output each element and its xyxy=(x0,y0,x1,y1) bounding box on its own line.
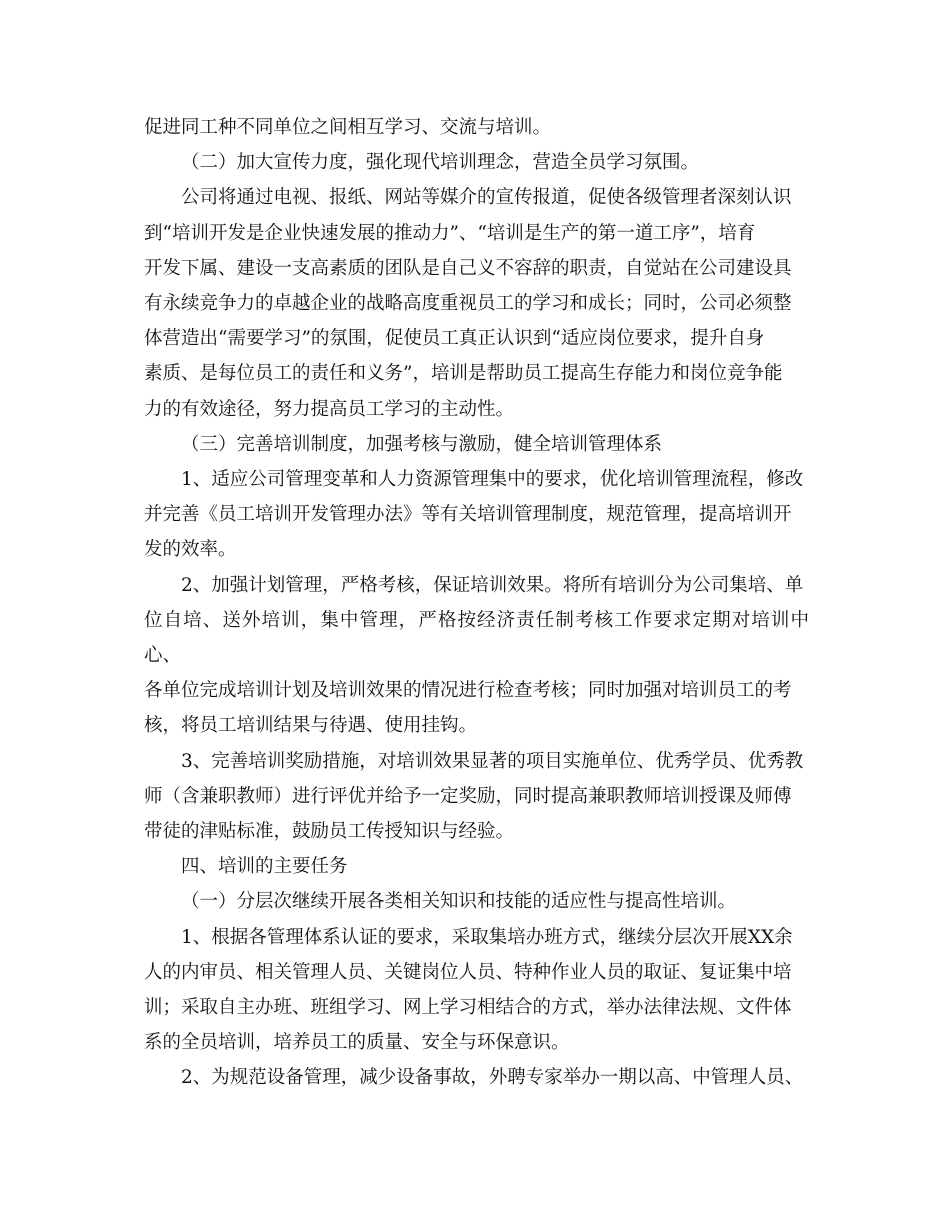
section-heading-3: （三）完善培训制度，加强考核与激励，健全培训管理体系 xyxy=(181,433,663,455)
paragraph-publicity: 公司将通过电视、报纸、网站等媒介的宣传报道，促使各级管理者深刻认识 到“培训开发是企业快速发展的推动力”、“培训是生产的第一道工序”，培育 开发下属、建设一支高素质的团队是自己义不容辞的职责，自觉站在公司建设具 有永续竞争力的卓越企业的战略高度重视员工的学习和成长；同时，公司必须整 体营造出“需要学习”的氛围，促使员工真正认识到“适应岗位要求，提升自身 素质、是每位员工的责任和义务”，培训是帮助员工提高生存能力和岗位竞争能 力的有效途径，努力提高员工学习的主动性。 xyxy=(144,187,792,420)
chapter-heading-4: 四、培训的主要任务 xyxy=(181,856,348,878)
document-body xyxy=(144,110,809,1096)
paragraph-continuation: 促进同工种不同单位之间相互学习、交流与培训。 xyxy=(144,117,552,138)
section-heading-1: （一）分层次继续开展各类相关知识和技能的适应性与提高性培训。 xyxy=(181,891,737,913)
task-item-1: 1、根据各管理体系认证的要求，采取集培办班方式，继续分层次开展XX余 人的内审员、相关管理人员、关键岗位人员、特种作业人员的取证、复证集中培 训；采取自主办班、班组学习、网上学习相结合的方式，举办法律法规、文件体 系的全员培训，培养员工的质量、安全与环保意识。 xyxy=(144,926,793,1054)
list-item-2: 2、加强计划管理，严格考核，保证培训效果。将所有培训分为公司集培、单 位自培、送外培训，集中管理，严格按经济责任制考核工作要求定期对培训中心、 各单位完成培训计划及培训效果的情况进行检查考核；同时加强对培训员工的考 核，将员工培训结果与待遇、使用挂钩。 xyxy=(144,574,809,737)
section-heading-2: （二）加大宣传力度，强化现代培训理念，营造全员学习氛围。 xyxy=(181,152,700,174)
list-item-3: 3、完善培训奖励措施，对培训效果显著的项目实施单位、优秀学员、优秀教 师（含兼职教师）进行评优并给予一定奖励，同时提高兼职教师培训授课及师傅 带徒的津贴标准，鼓励员工传授知识与经验。 xyxy=(144,750,804,843)
task-item-2: 2、为规范设备管理，减少设备事故，外聘专家举办一期以高、中管理人员、 xyxy=(181,1067,804,1089)
list-item-1: 1、适应公司管理变革和人力资源管理集中的要求，优化培训管理流程，修改 并完善《员工培训开发管理办法》等有关培训管理制度，规范管理，提高培训开 发的效率。 xyxy=(144,469,804,561)
